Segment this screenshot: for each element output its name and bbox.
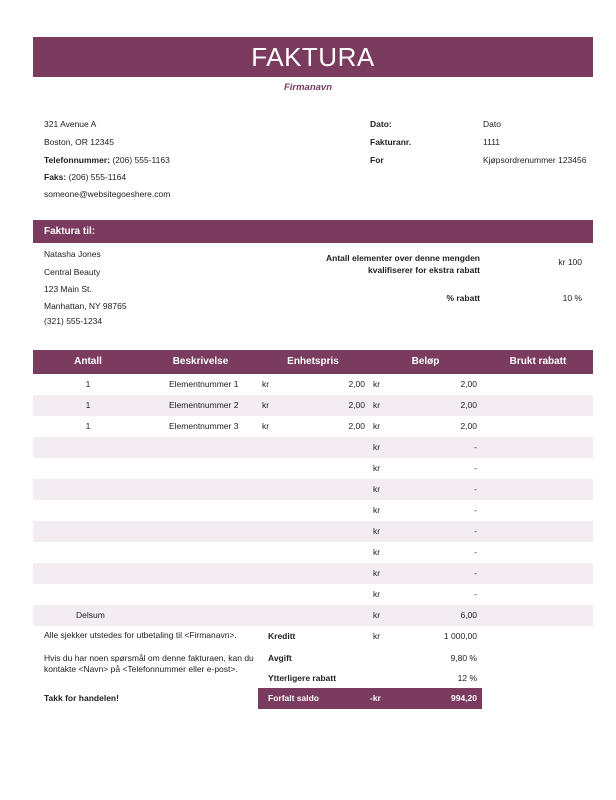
- row-unit-price: 2,00: [348, 379, 365, 389]
- table-row: [33, 416, 593, 437]
- row-description: Elementnummer 1: [169, 379, 239, 389]
- table-row: [33, 542, 593, 563]
- row-amount: -: [474, 484, 477, 494]
- row-amount-currency: kr: [373, 400, 381, 410]
- row-amount: -: [474, 526, 477, 536]
- discount-percent-label: % rabatt: [446, 293, 480, 303]
- subtotal-row: [33, 605, 593, 626]
- bill-to-phone: (321) 555-1234: [44, 316, 103, 326]
- bill-to-street: 123 Main St.: [44, 284, 92, 294]
- balance-due-bar: [258, 688, 482, 709]
- row-amount-currency: kr: [373, 484, 381, 494]
- row-quantity: 1: [85, 379, 91, 389]
- checks-note: Alle sjekker utstedes for utbetaling til <Firmanavn>.: [44, 630, 237, 640]
- col-header-discount-applied: Brukt rabatt: [509, 356, 567, 367]
- tax-label: Avgift: [268, 653, 292, 663]
- bill-to-header: Faktura til:: [33, 220, 593, 243]
- invoice-number-label: Fakturanr.: [370, 137, 412, 147]
- row-amount-currency: kr: [373, 526, 381, 536]
- credit-value: 1 000,00: [443, 631, 477, 641]
- questions-note-line2: kontakte <Navn> på <Telefonnummer eller e-post>.: [44, 664, 238, 674]
- row-unit-price: 2,00: [348, 400, 365, 410]
- sender-fax-label: Faks:: [44, 172, 67, 182]
- row-description: Elementnummer 3: [169, 421, 239, 431]
- row-unit-price: 2,00: [348, 421, 365, 431]
- row-amount-currency: kr: [373, 589, 381, 599]
- row-amount-currency: kr: [373, 421, 381, 431]
- discount-percent-value: 10 %: [562, 293, 582, 303]
- subtotal-label: Delsum: [76, 610, 105, 620]
- balance-due-label: Forfalt saldo: [268, 693, 320, 703]
- row-description: Elementnummer 2: [169, 400, 239, 410]
- sender-fax: [44, 172, 126, 182]
- row-amount: -: [474, 505, 477, 515]
- balance-due-currency: -kr: [370, 693, 381, 703]
- row-amount: -: [474, 463, 477, 473]
- company-name: Firmanavn: [283, 82, 333, 93]
- table-row: [33, 395, 593, 416]
- row-quantity: 1: [85, 400, 91, 410]
- table-row: [33, 458, 593, 479]
- row-amount-currency: kr: [373, 505, 381, 515]
- row-unit-price-currency: kr: [262, 421, 270, 431]
- row-amount: -: [474, 568, 477, 578]
- discount-qualify-value: kr 100: [558, 257, 582, 267]
- col-header-amount: Beløp: [411, 356, 440, 367]
- credit-label: Kreditt: [268, 631, 296, 641]
- bill-to-name: Natasha Jones: [44, 249, 101, 259]
- sender-phone: [44, 155, 170, 165]
- row-amount: -: [474, 589, 477, 599]
- row-amount-currency: kr: [373, 463, 381, 473]
- sender-phone-value: (206) 555-1163: [109, 155, 170, 165]
- questions-note: [44, 653, 254, 675]
- row-quantity: 1: [85, 421, 91, 431]
- items-table-header: [33, 350, 593, 374]
- table-row: [33, 437, 593, 458]
- table-row: [33, 563, 593, 584]
- table-row: [33, 500, 593, 521]
- sender-address-line2: Boston, OR 12345: [44, 137, 114, 147]
- thanks-note: Takk for handelen!: [44, 693, 119, 703]
- row-amount: 2,00: [460, 379, 477, 389]
- sender-address-line1: 321 Avenue A: [44, 119, 97, 129]
- sender-fax-value: (206) 555-1164: [66, 172, 127, 182]
- invoice-title-banner: FAKTURA: [33, 37, 593, 77]
- table-row: [33, 479, 593, 500]
- sender-phone-label: Telefonnummer:: [44, 155, 110, 165]
- table-row: [33, 521, 593, 542]
- table-row: [33, 584, 593, 605]
- row-unit-price-currency: kr: [262, 400, 270, 410]
- tax-value: 9,80 %: [450, 653, 477, 663]
- table-row: [33, 374, 593, 395]
- discount-qualify-label: [300, 252, 480, 276]
- subtotal-currency: kr: [373, 610, 381, 620]
- col-header-description: Beskrivelse: [172, 356, 229, 367]
- row-amount: -: [474, 547, 477, 557]
- subtotal-value: 6,00: [460, 610, 477, 620]
- balance-due-value: 994,20: [451, 693, 477, 703]
- row-unit-price-currency: kr: [262, 379, 270, 389]
- date-label: Dato:: [370, 119, 392, 129]
- discount-qualify-line1: Antall elementer over denne mengden: [326, 253, 480, 263]
- row-amount: -: [474, 442, 477, 452]
- row-amount-currency: kr: [373, 442, 381, 452]
- row-amount-currency: kr: [373, 547, 381, 557]
- discount-qualify-line2: kvalifiserer for ekstra rabatt: [368, 265, 480, 275]
- bill-to-company: Central Beauty: [44, 267, 101, 277]
- date-value: Dato: [483, 119, 501, 129]
- extra-discount-value: 12 %: [457, 673, 477, 683]
- questions-note-line1: Hvis du har noen spørsmål om denne fakturaen, kan du: [44, 653, 254, 663]
- col-header-quantity: Antall: [74, 356, 102, 367]
- row-amount-currency: kr: [373, 379, 381, 389]
- col-header-unit-price: Enhetspris: [287, 356, 339, 367]
- extra-discount-label: Ytterligere rabatt: [268, 673, 337, 683]
- for-value: Kjøpsordrenummer 123456: [483, 155, 587, 165]
- sender-email[interactable]: someone@websitegoeshere.com: [44, 189, 171, 199]
- for-label: For: [370, 155, 384, 165]
- row-amount: 2,00: [460, 421, 477, 431]
- invoice-number-value: 1111: [483, 137, 501, 147]
- row-amount-currency: kr: [373, 568, 381, 578]
- bill-to-city: Manhattan, NY 98765: [44, 301, 127, 311]
- credit-currency: kr: [373, 631, 381, 641]
- row-amount: 2,00: [460, 400, 477, 410]
